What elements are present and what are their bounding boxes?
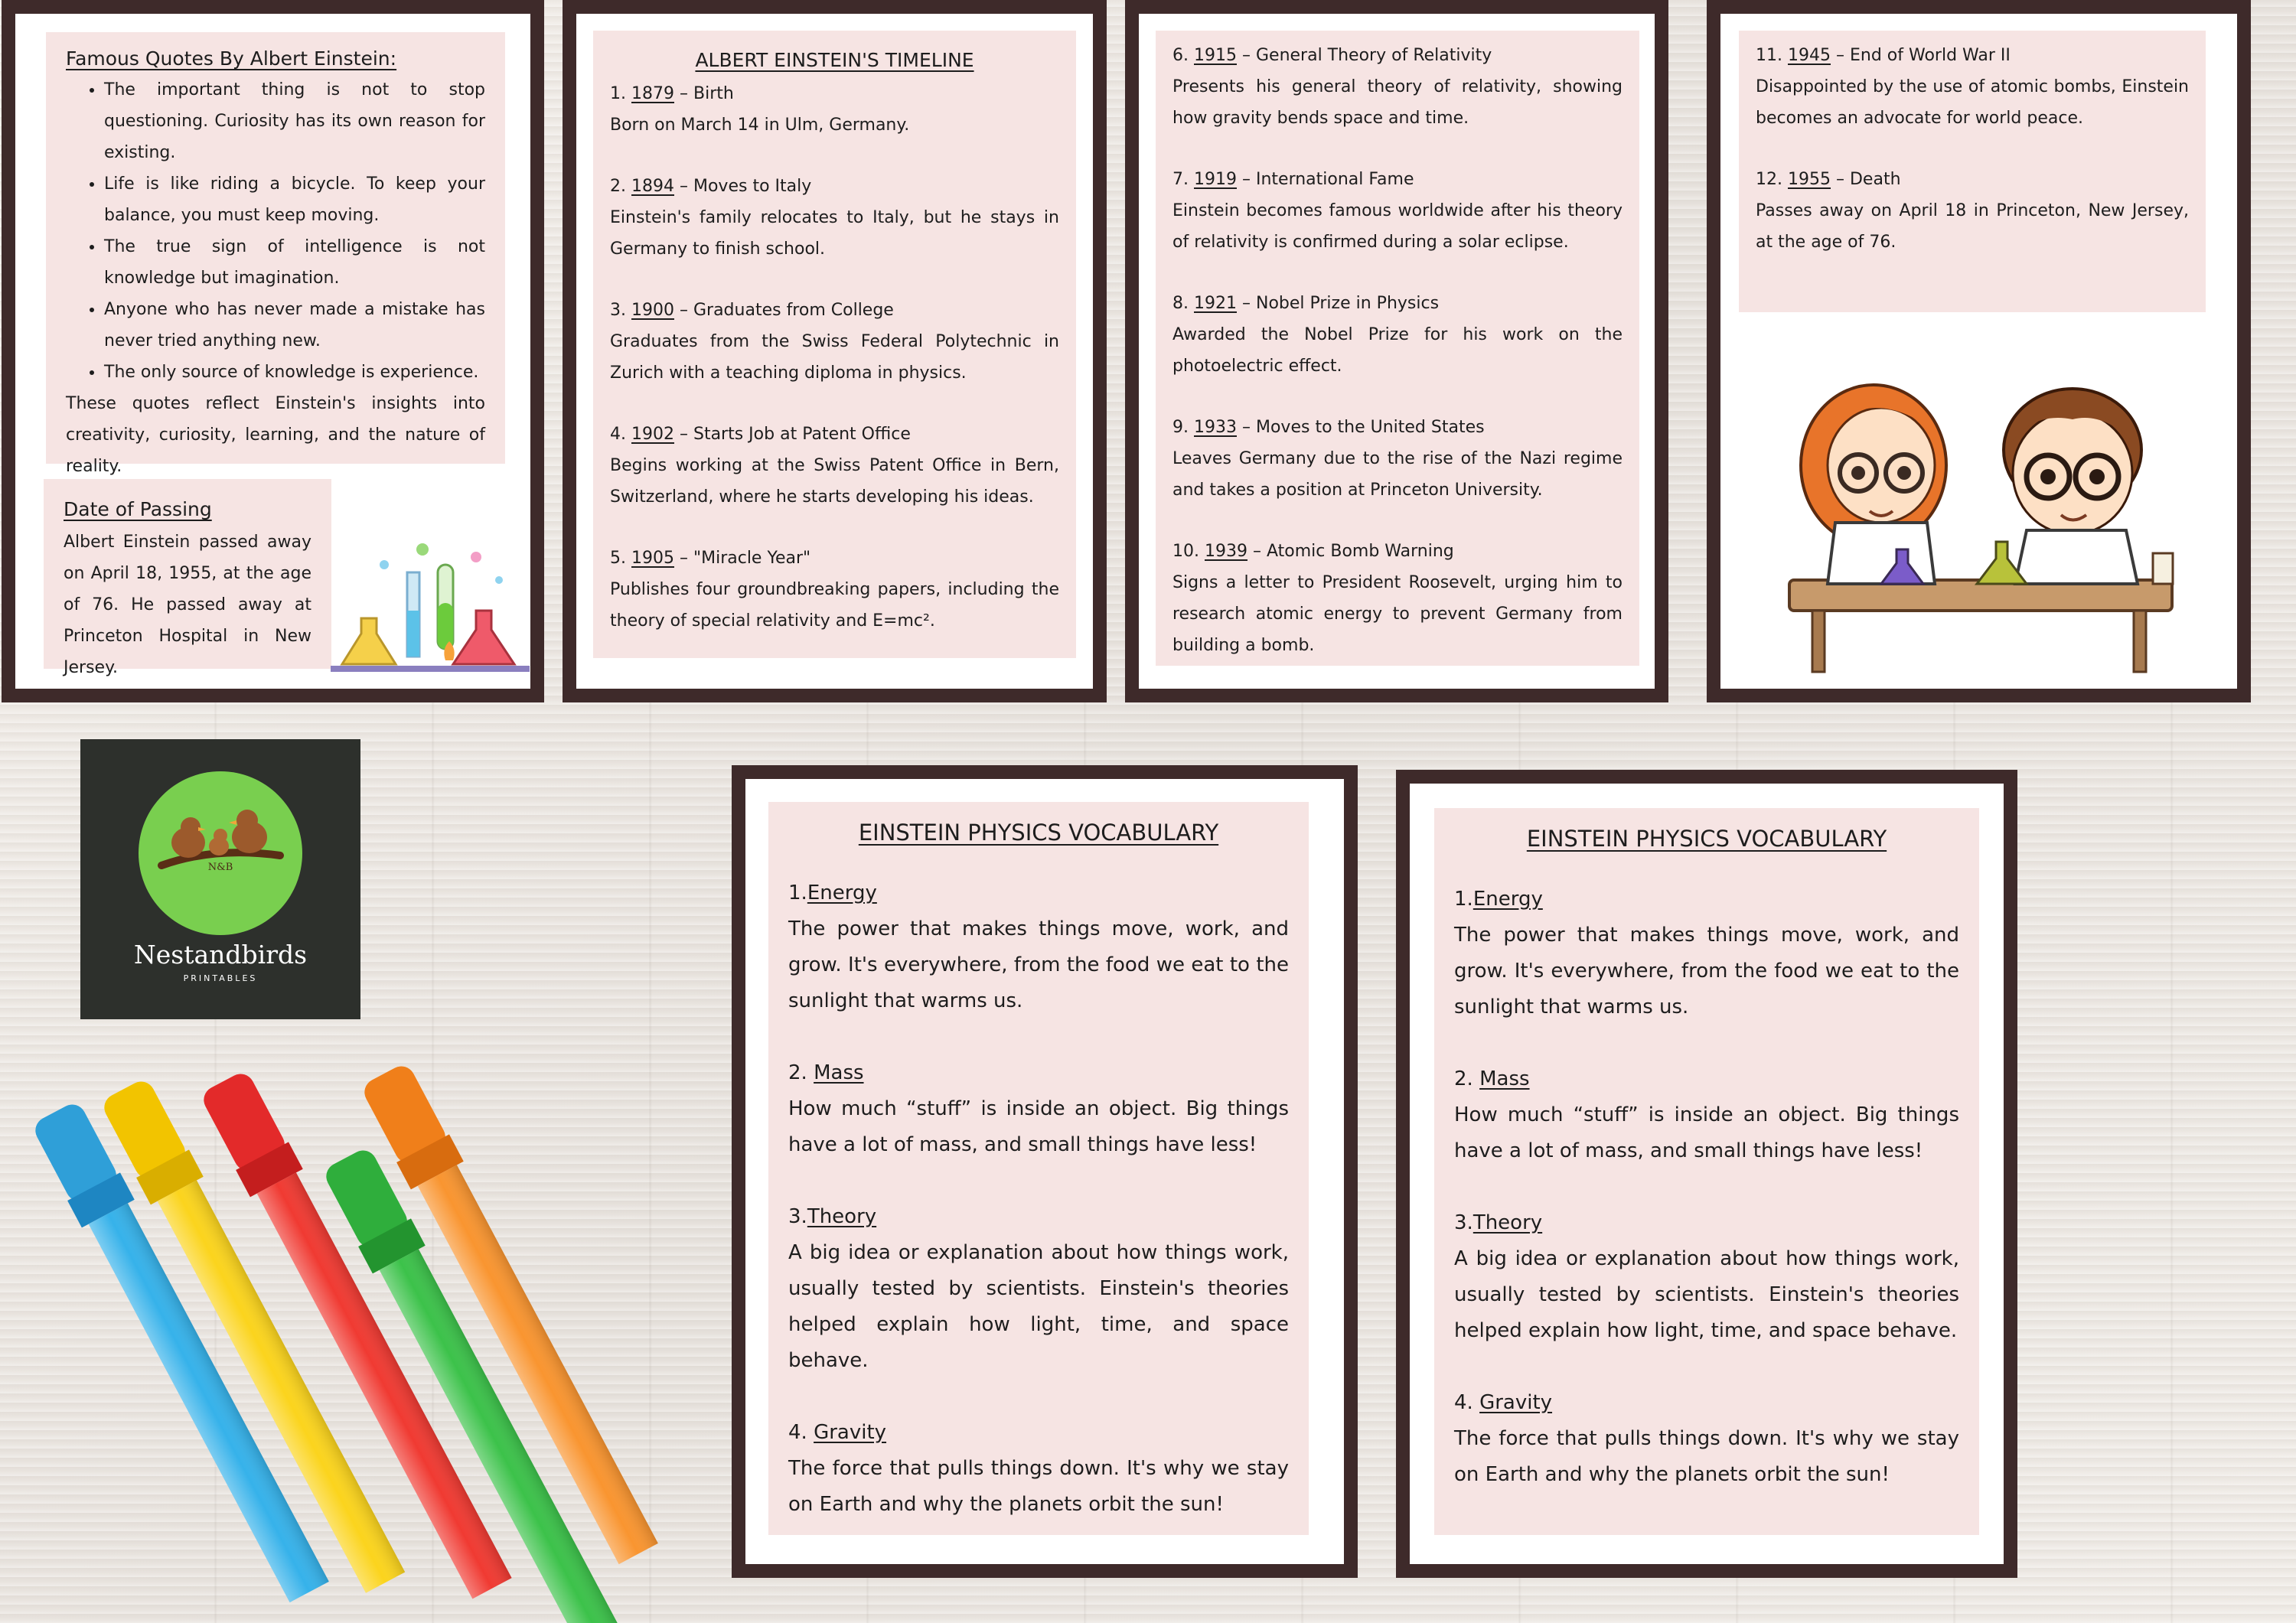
timeline-entry-title: – International Fame [1237,170,1414,189]
timeline-entry-number: 1. [610,84,626,103]
quote-item: • The true sign of intelligence is not knowledge but imagination. [104,231,485,294]
timeline-entry-number: 11. [1756,46,1782,65]
timeline-entry-year: 1915 [1194,46,1237,65]
timeline-entry-year: 1921 [1194,294,1237,313]
vocab-entry [788,875,1289,1019]
vocab-definition: The power that makes things move, work, and grow. It's everywhere, from the food we eat to the sunlight that warms us. [1454,924,1959,1018]
vocab-panel-left [768,802,1309,1535]
quote-item: • The only source of knowledge is experience. [104,357,485,388]
quote-item: • The important thing is not to stop questioning. Curiosity has its own reason for existing. [104,74,485,168]
vocab-panel-right [1434,808,1979,1535]
quotes-card [2,0,544,702]
timeline-entry-title: – Birth [674,84,734,103]
vocab-definition: A big idea or explanation about how things work, usually tested by scientists. Einstein's theories helped explain how light, time, and space behave. [788,1241,1289,1372]
timeline-entry-number: 7. [1172,170,1189,189]
timeline-entry-title: – Moves to the United States [1237,418,1485,437]
vocab-entry [788,1199,1289,1379]
timeline-entry-description: Leaves Germany due to the rise of the Nazi regime and takes a position at Princeton University. [1172,449,1623,500]
timeline-entry-title: – "Miracle Year" [674,549,811,568]
vocab-term: Gravity [814,1421,887,1444]
timeline-entry-number: 6. [1172,46,1189,65]
timeline-list [1756,40,2189,258]
timeline-entry-number: 8. [1172,294,1189,313]
timeline-card-1 [563,0,1107,702]
timeline-entry-description: Signs a letter to President Roosevelt, urging him to research atomic energy to prevent Germany from building a bomb. [1172,573,1623,655]
timeline-entry [1172,164,1623,258]
passing-title: Date of Passing [64,498,212,520]
timeline-entry-year: 1933 [1194,418,1237,437]
timeline-entry-title: – Graduates from College [674,301,894,320]
quotes-title: Famous Quotes By Albert Einstein: [66,47,397,70]
vocab-title: EINSTEIN PHYSICS VOCABULARY [1526,826,1887,852]
timeline-entry-title: – End of World War II [1831,46,2011,65]
vocab-entry [788,1055,1289,1163]
timeline-entry-number: 3. [610,301,626,320]
quotes-list [66,74,485,388]
timeline-entry-heading [1172,536,1623,567]
passing-panel [44,479,331,677]
timeline-entry-year: 1894 [631,177,674,196]
timeline-entry-title: – General Theory of Relativity [1237,46,1492,65]
vocab-entry-number: 2. [788,1061,814,1084]
timeline-entry [1172,288,1623,382]
vocab-card-left [732,765,1358,1578]
timeline-entry [610,295,1059,389]
logo-tagline: PRINTABLES [183,973,258,983]
vocab-definition: The force that pulls things down. It's why we stay on Earth and why the planets orbit the sun! [788,1457,1289,1516]
timeline-entry-description: Passes away on April 18 in Princeton, New Jersey, at the age of 76. [1756,201,2189,252]
timeline-entry [610,78,1059,141]
vocab-entry [1454,882,1959,1025]
vocab-entry-number: 4. [788,1421,814,1444]
vocab-entry-heading [1454,1385,1959,1421]
timeline-entry-number: 2. [610,177,626,196]
vocab-term: Energy [807,882,877,904]
timeline-entry [610,543,1059,637]
timeline-entry-description: Awarded the Nobel Prize for his work on the photoelectric effect. [1172,325,1623,376]
timeline-list [1172,40,1623,661]
vocab-entry-number: 1. [1454,888,1473,911]
markers-illustration [0,1056,689,1623]
vocab-entry-number: 4. [1454,1391,1480,1414]
vocab-entry-heading [788,1199,1289,1235]
timeline-entry-year: 1879 [631,84,674,103]
timeline-entry-number: 12. [1756,170,1782,189]
vocab-entry-heading [1454,1061,1959,1097]
timeline-entry-number: 5. [610,549,626,568]
timeline-list [610,78,1059,637]
vocab-card-right [1396,770,2017,1578]
timeline-entry-heading [1172,288,1623,319]
vocab-entry-number: 3. [1454,1211,1473,1234]
vocab-entry [788,1415,1289,1523]
timeline-entry [610,419,1059,513]
vocab-entry-number: 1. [788,882,807,904]
timeline-entry-title: – Starts Job at Patent Office [674,425,911,444]
timeline-entry-title: – Nobel Prize in Physics [1237,294,1440,313]
timeline-entry-description: Begins working at the Swiss Patent Office in Bern, Switzerland, where he starts developing his ideas. [610,456,1059,507]
timeline-entry-year: 1945 [1788,46,1831,65]
vocab-entry [1454,1385,1959,1493]
timeline-entry-heading [1172,412,1623,443]
timeline-entry-number: 9. [1172,418,1189,437]
vocab-entry-heading [1454,1205,1959,1241]
brand-logo [80,739,360,1019]
timeline-entry-description: Publishes four groundbreaking papers, including the theory of special relativity and E=mc². [610,580,1059,631]
vocab-term: Mass [814,1061,864,1084]
vocab-entry [1454,1205,1959,1349]
quote-item: • Life is like riding a bicycle. To keep your balance, you must keep moving. [104,168,485,231]
vocab-entry-heading [788,1415,1289,1451]
vocab-list [788,875,1289,1523]
timeline-entry-heading [1172,40,1623,71]
timeline-card-3 [1707,0,2251,702]
timeline-entry [1756,164,2189,258]
timeline-entry [1756,40,2189,134]
quotes-panel [46,32,505,476]
vocab-list [1454,882,1959,1493]
timeline-panel-3 [1739,31,2206,312]
timeline-entry-heading [1756,164,2189,195]
timeline-entry [1172,536,1623,661]
timeline-entry-description: Disappointed by the use of atomic bombs, Einstein becomes an advocate for world peace. [1756,77,2189,128]
vocab-definition: The power that makes things move, work, and grow. It's everywhere, from the food we eat to the sunlight that warms us. [788,917,1289,1012]
timeline-entry-year: 1955 [1788,170,1831,189]
quotes-summary: These quotes reflect Einstein's insights into creativity, curiosity, learning, and the nature of reality. [66,394,485,476]
vocab-definition: A big idea or explanation about how things work, usually tested by scientists. Einstein's theories helped explain how light, time, and space behave. [1454,1247,1959,1342]
timeline-entry [610,171,1059,265]
quote-item: • Anyone who has never made a mistake has never tried anything new. [104,294,485,357]
vocab-entry-heading [788,1055,1289,1091]
vocab-entry-number: 3. [788,1205,807,1228]
timeline-panel-2 [1156,31,1639,666]
timeline-entry-heading [610,295,1059,326]
timeline-entry [1172,412,1623,506]
vocab-term: Theory [1473,1211,1543,1234]
vocab-entry-heading [1454,882,1959,917]
timeline-entry-heading [1172,164,1623,195]
timeline-entry-number: 4. [610,425,626,444]
vocab-term: Energy [1473,888,1543,911]
vocab-definition: The force that pulls things down. It's why we stay on Earth and why the planets orbit the sun! [1454,1427,1959,1486]
passing-text: Albert Einstein passed away on April 18, 1955, at the age of 76. He passed away at Princeton Hospital in New Jersey. [64,533,311,677]
vocab-term: Gravity [1479,1391,1553,1414]
vocab-term: Mass [1479,1067,1530,1090]
timeline-entry-heading [610,171,1059,202]
timeline-entry-description: Born on March 14 in Ulm, Germany. [610,116,910,135]
timeline-entry-description: Graduates from the Swiss Federal Polytechnic in Zurich with a teaching diploma in physics. [610,332,1059,383]
vocab-term: Theory [807,1205,877,1228]
logo-initials: N&B [207,862,233,873]
timeline-entry-heading [610,543,1059,574]
timeline-entry-title: – Death [1831,170,1901,189]
timeline-entry-year: 1902 [631,425,674,444]
vocab-entry [1454,1061,1959,1169]
vocab-entry-heading [788,875,1289,911]
timeline-entry-description: Einstein becomes famous worldwide after his theory of relativity is confirmed during a solar eclipse. [1172,201,1623,252]
timeline-entry-title: – Moves to Italy [674,177,812,196]
timeline-entry-heading [610,78,1059,109]
timeline-entry-year: 1900 [631,301,674,320]
vocab-definition: How much “stuff” is inside an object. Big things have a lot of mass, and small things have less! [788,1097,1289,1156]
timeline-entry-description: Einstein's family relocates to Italy, but he stays in Germany to finish school. [610,208,1059,259]
timeline-entry-number: 10. [1172,542,1199,561]
timeline-entry-year: 1919 [1194,170,1237,189]
timeline-title: ALBERT EINSTEIN'S TIMELINE [695,49,974,71]
logo-name: Nestandbirds [133,940,308,970]
chemistry-flasks-icon [331,534,530,680]
timeline-panel-1 [593,31,1076,658]
timeline-entry-heading [610,419,1059,450]
timeline-entry-year: 1939 [1205,542,1247,561]
timeline-entry-title: – Atomic Bomb Warning [1247,542,1454,561]
vocab-entry-number: 2. [1454,1067,1480,1090]
timeline-entry [1172,40,1623,134]
timeline-entry-description: Presents his general theory of relativity, showing how gravity bends space and time. [1172,77,1623,128]
timeline-entry-heading [1756,40,2189,71]
vocab-definition: How much “stuff” is inside an object. Big things have a lot of mass, and small things have less! [1454,1103,1959,1162]
scientist-kids-illustration [1766,320,2195,680]
vocab-title: EINSTEIN PHYSICS VOCABULARY [858,820,1219,846]
timeline-card-2 [1125,0,1668,702]
timeline-entry-year: 1905 [631,549,674,568]
